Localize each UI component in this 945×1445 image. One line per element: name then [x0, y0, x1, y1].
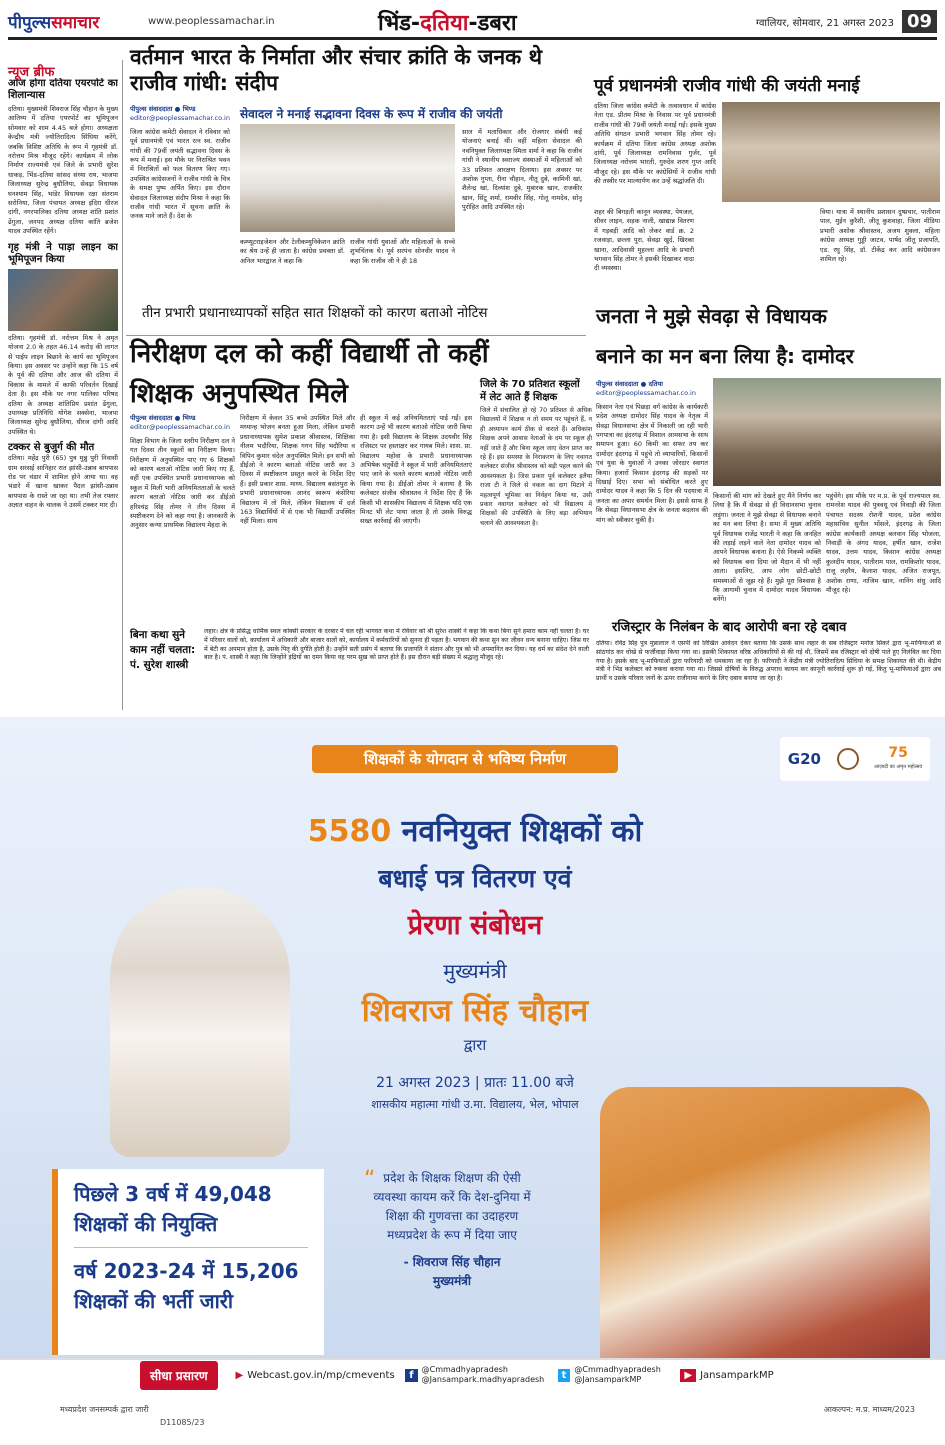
story4-headline-b: में लेट आते हैं शिक्षक — [480, 392, 558, 403]
story6-headline: रजिस्ट्रार के निलंबन के बाद आरोपी बना रहे दबाव — [612, 620, 847, 635]
quote-mark-icon: “ — [364, 1167, 376, 1192]
page-number: 09 — [902, 10, 937, 33]
story5-col1 — [596, 380, 708, 615]
webcast-icon: ▶ — [235, 1369, 244, 1381]
ad-headline — [280, 809, 670, 850]
story2-photo — [722, 102, 940, 202]
azadi-sub: आज़ादी का अमृत महोत्सव — [874, 763, 923, 770]
story3-headline-a: निरीक्षण दल को कहीं विद्यार्थी तो कहीं — [130, 339, 489, 369]
sidha-a: सीधा — [150, 1368, 172, 1383]
stat1 — [74, 1179, 308, 1209]
ad-count: 5580 — [307, 814, 392, 849]
story3-byline: पीपुल्स संवाददाता ● भिण्ड — [130, 414, 196, 422]
story2-col1: दतिया जिला कांग्रेस कमेटी के तत्वावधान में कांग्रेस नेता एड. प्रीतम मिश्रा के निवास पर पूर्व प्रधानमंत्री राजीव गांधी की 79वीं जयंती मनाई गई। इसके मुख्य अतिथि संगठन प्रभारी भगवान सिंह तोमर रहे। कार्यक्रम में दतिया जिला कांग्रेस अध्यक्ष अशोक दांगी, पूर्व जिलाध्यक्ष रामनिवास गुर्जर, पूर्व जिलाध्यक्ष नरोत्तम भारती, गुरुदेव शरण गुप्त आदि मौजूद रहे। इस मौके पर कांग्रेसियों ने राजीव गांधी की तस्वीर पर माल्यार्पण कर उन्हें श्रद्धांजलि दी। — [594, 102, 716, 186]
masthead — [8, 6, 937, 40]
story1-col3: राजीव गांधी युवाओं और महिलाओं के सच्चे शुभचिंतक थे। पूर्व सरपंच सोनवीर यादव ने कहा कि राजीव जी ने ही 18 — [350, 238, 455, 265]
ad-line3: प्रेरणा संबोधन — [407, 910, 543, 941]
story1-headline: वर्तमान भारत के निर्माता और संचार क्रांति के जनक थे राजीव गांधी: संदीप — [130, 45, 543, 95]
story5-headline-a: जनता ने मुझे सेवढ़ा से विधायक — [596, 304, 827, 328]
story1-col2: कम्प्यूटराइजेशन और टेलीकम्युनिकेशन क्रांति का श्रेय उन्हें ही जाता है। कांग्रेस प्रवक्ता डॉ. अनिल भारद्वाज ने कहा कि — [240, 238, 345, 265]
mp-seal-icon — [837, 748, 859, 770]
story6-body: दतिया। रविंद्र सिंह पुत्र मुन्नालाल ने एसपी को लिखित आवेदन देकर बताया कि उसके साथ लहार के सब रजिस्ट्रार मनोज सिकरे द्वारा भू-माफियाओं से सांठगांठ कर धोखे से फर्जीवाड़ा किया गया था। इसकी शिकायत वरिष्ठ अधिकारियों से की गई थी, जिसमें सब रजिस्ट्रार को दोषी पाते हुए निलंबित कर दिया गया है। इसके बाद भू-माफियाओं द्वारा फरियादी को धमकाया जा रहा है। फरियादी ने केंद्रीय मंत्री ज्योतिरादित्य सिंधिया के समक्ष शिकायत की थी। केंद्रीय मंत्री ने भिंड कलेक्टर को रुकवा कराया गया था। जिससे दोषियों के विरुद्ध अपराध कायम कर कानूनी कार्रवाई शुरू हो गई, किंतु भू-माफियाओं द्वारा अब प्रार्थी व उसके परिवार जनों के ऊपर राजीनामा करने के लिए दबाव बनाया जा रहा है। — [596, 640, 941, 683]
dateline: ग्वालियर, सोमवार, 21 अगस्त 2023 — [756, 17, 894, 29]
masthead-logo — [8, 10, 148, 33]
story5-col2: किसानों की मांग को देखते हुए मैंने निर्णय कर लिया है कि मैं सेवढ़ा से ही विधानसभा चुनाव लड़ूंगा। जनता ने मुझे सेवढ़ा से विधायक बनाने का मन बना लिया है। सभा में मुख्य अतिथि पूर्व विधायक राजेंद्र भारती ने कहा कि जनहित की लड़ाई लड़ने वाले नेता दामोदर यादव को आपने विधायक बनाना है। ऐसे निकम्मे व्यक्ति को विधायक बना दिया जो मैदान में भी नहीं आता। इसलिए, आप लोग छोटी-छोटी समस्याओं से जूझ रहे हैं। मुझे पूरा विश्वास है कि आगामी चुनाव में दामोदर यादव विधायक बनेंगे। — [713, 492, 821, 604]
ad-date-time: 21 अगस्त 2023 | प्रातः 11.00 बजे — [376, 1075, 574, 1091]
story2-col2: शहर की बिगड़ती कानून व्यवस्था, पेयजल, सीवर लाइन, सड़क नाली, खाद्यान्न वितरण में गड़बड़ी आदि को लेकर वार्ड क्र. 2 रजवाड़ा, छल्ला पुरा, सेवढ़ा खुर्द, खिरका खाना, आदिवासी मुहल्ला आदि के प्रभारी भगवान सिंह तोमर ने इसकी दिखाकर वादा दी व्यवस्था। — [594, 208, 694, 273]
brief-photo — [8, 269, 118, 331]
story3-col3: ही स्कूल में कई अनियमितताएं पाई गईं। इस कारण उन्हें भी कारण बताओ नोटिस जारी किया गया है। इसी विद्यालय के शिक्षक उदयवीर सिंह रजिस्टर पर हस्ताक्षर कर गायब मिले। शास. प्रा. विद्यालय महोवा के प्रभारी प्रधानाध्यापक अभिषेक चतुर्वेदी ने स्कूल में भारी अनियमितताएं पाए जाने के चलते कारण बताओ नोटिस जारी किया गया है। डीईओ तोमर ने बताया है कि कलेक्टर संजीव श्रीवास्तव ने निर्देश दिए हैं कि किसी भी शासकीय विद्यालय में शिक्षक यदि एक मिनट भी लेट पाया जाता है तो उसके विरुद्ध सख्त कार्रवाई की जाएगी। — [360, 414, 472, 526]
news-brief-tag: न्यूज ब्रीफ — [8, 65, 55, 80]
story1-byline: पीपुल्स संवाददाता ● भिण्ड — [130, 105, 196, 113]
story3-email[interactable]: editor@peoplessamachar.co.in — [130, 423, 230, 432]
page-bottom — [0, 1400, 945, 1445]
logo-left: पीपुल्स — [8, 13, 52, 33]
ad-logos — [780, 737, 930, 781]
twitter-handles[interactable] — [574, 1365, 674, 1385]
story5-email[interactable]: editor@peoplessamachar.co.in — [596, 389, 696, 398]
story2-headline: पूर्व प्रधानमंत्री राजीव गांधी की जयंती मनाई — [594, 76, 860, 96]
story1-col1 — [130, 105, 230, 333]
designer: आकल्पन: म.प्र. माध्यम/2023 — [823, 1405, 915, 1414]
stat2-a: वर्ष 2023-24 में — [74, 1259, 215, 1283]
quote-by: - शिवराज सिंह चौहान — [403, 1255, 501, 1269]
webcast-link[interactable]: Webcast.gov.in/mp/cmevents — [247, 1369, 395, 1381]
brief-body-1: दतिया। मुख्यमंत्री शिवराज सिंह चौहान के मुख्य आतिथ्य में दतिया एयरपोर्ट का भूमिपूजन सोमवार को शाम 4.45 बजे होगा। अध्यक्षता केन्द्रीय मंत्री ज्योतिरादित्य सिंधिया करेंगे, जबकि विशिष्ट अतिथि के रूप में गृहमंत्री डॉ. नरोत्तम मिश्र मौजूद रहेंगे। कार्यक्रम में लोक निर्माण राज्यमंत्री एवं जिले के प्रभारी सुरेश धाकड़, भिंड-दतिया सांसद संध्या राय, भाजपा जिलाध्यक्ष सुरेन्द्र बुधौलिया, सेवढ़ा विधायक घनश्याम सिंह, भांडेर विधायक रक्षा संतराम सरोनिया, जिला पंचायत अध्यक्ष इंदिरा धीरज दांगी, नगरपालिका दतिया अध्यक्ष शांति प्रशांत ढेंगुला, जनपद अध्यक्ष दतिया कांति ब्रजेश यादव उपस्थित रहेंगे। — [8, 105, 118, 236]
story-divider — [126, 335, 586, 336]
youtube-handle[interactable]: JansamparkMP — [700, 1369, 774, 1381]
quote-role: मुख्यमंत्री — [432, 1274, 472, 1288]
ad-footer — [0, 1358, 945, 1390]
youtube-icon: ▶ — [680, 1369, 696, 1382]
story2-col3: विया। यात्रा में स्थानीय प्रशासन दुष्प्रचार, पातीराम पाल, मुईन कुरैशी, जीतू कुशवाहा, जिला मीडिया प्रभारी अशोक श्रीवास्तव, अजय शुक्ला, महिला कांग्रेस अध्यक्ष गुड्डी जाटव, पार्षद जीतू प्रजापति, एड. रघु सिंह, डॉ. टीकेंद्र कर आदि कांग्रेसजन शामिल रहे। — [820, 208, 940, 264]
logo-right: समाचार — [51, 13, 100, 33]
news-brief-column — [8, 78, 118, 638]
column-divider — [122, 60, 123, 710]
ad-line1: नवनियुक्त शिक्षकों को — [401, 814, 643, 849]
ad-venue: शासकीय महात्मा गांधी उ.मा. विद्यालय, भेल, भोपाल — [371, 1098, 579, 1111]
azadi-75: 75 — [888, 744, 908, 761]
story5-headline-b: बनाने का मन बना लिया है: दामोदर — [596, 344, 854, 368]
story3-col2: निरीक्षण में केवल 35 बच्चे उपस्थित मिले और मध्यान्ह भोजन बनता हुआ मिला, लेकिन प्रभारी प्रधानाध्यापक सुमेश प्रकाश श्रीवास्तव, शिक्षिका नीलम भदौरिया, शिक्षक गगन सिंह भदौरिया व विपिन कुमार चंदेल अनुपस्थित मिले। इन सभी को डीईओ ने कारण बताओ नोटिस जारी कर 3 दिवस में स्पष्टीकरण प्रस्तुत करने के निर्देश दिए हैं। इसी प्रकार शास. माध्य. विद्यालय बसंतपुरा के प्रभारी प्रधानाध्यापक आनंद स्वरूप कंसेरिया विद्यालय में तो मिले, लेकिन विद्यालय में दर्ज 163 विद्यार्थियों में से एक भी विद्यार्थी उपस्थित नहीं मिला। साथ — [240, 414, 355, 526]
story4-body: जिले में संचालित हो रहे 70 प्रतिशत से अधिक विद्यालयों में शिक्षक न तो समय पर पहुंचते हैं, न ही अध्यापन कार्य ठीक से कराते हैं। अधिकांश शिक्षक अपने आवास नेताओं के दम पर स्कूल ही नहीं जाते हैं और बिना स्कूल जाए वेतन प्राप्त कर रहे हैं। इस समस्या के निराकरण के लिए नवागत कलेक्टर संजीव श्रीवास्तव को बड़ी पहल करने की आवश्यकता है। जिस प्रकार पूर्व कलेक्टर इलैया राजा टी ने जिले से नकल का दाग मिटाने में महत्वपूर्ण भूमिका का निर्वहन किया था, उसी प्रकार नवागत कलेक्टर को भी विद्यालय में शिक्षकों की उपस्थिति के लिए बड़ा अभियान चलाने की आवश्यकता है। — [480, 407, 592, 527]
story1-subhead: सेवादल ने मनाई सद्भावना दिवस के रूप में राजीव की जयंती — [240, 107, 503, 121]
tw2: @JansamparkMP — [574, 1375, 642, 1384]
pm-portrait — [110, 887, 290, 1157]
brief-headline-2: गृह मंत्री ने पाड़ा लाइन का भूमिपूजन किया — [8, 241, 118, 265]
twitter-icon: t — [558, 1369, 571, 1382]
section-c: -डबरा — [468, 10, 517, 36]
story1-body1: जिला कांग्रेस कमेटी सेवादल ने रविवार को पूर्व प्रधानमंत्री एवं भारत रत्न स्व. राजीव गांधी की 79वीं जयंती सद्भावना दिवस के रूप में मनाई। इस मौके पर निराश्रित भवन में निराश्रितों को फल वितरण किए गए। उपस्थित कांग्रेसजनों ने राजीव गांधी के चित्र के समक्ष पुष्प अर्पित किए। इस दौरान सेवादल जिलाध्यक्ष संदीप मिश्रा ने कहा कि राजीव गांधी भारत में सूचना क्रांति के जनक माने जाते हैं। देश के — [130, 127, 230, 221]
ad-line2: बधाई पत्र वितरण एवं — [378, 864, 572, 893]
sidha-prasaran-badge — [140, 1361, 218, 1390]
ad-quote — [362, 1169, 542, 1291]
brief-headline-1: आज होगा दतिया एयरपोर्ट का शिलान्यास — [8, 78, 118, 101]
story5-body1: किसान नेता एवं पिछड़ा वर्ग कांग्रेस के कार्यकारी प्रदेश अध्यक्ष दामोदर सिंह यादव के नेतृत्व में सेवढ़ा विधानसभा क्षेत्र में निकाली जा रही भारी पगपात्रा का इंदरगढ़ में विशाल आमसभा के साथ समापन हुआ। 60 किमी का सफर तय कर दामोदर इंदरगढ़ में पहुंचे तो व्यापारियों, किसानों एवं युवा के युवाओं ने उनका जोरदार स्वागत किया। हजारों किसान इंदरगढ़ की सड़कों पर दिखाई दिए। सभा को संबोधित करते हुए दामोदर यादव ने कहा कि 5 दिन की पदयात्रा में जनता का अपार समर्थन मिला है। इससे साफ है कि सेवढ़ा विधानसभा क्षेत्र के जनता बदलाव की मांग को स्वीकार चुकी है। — [596, 402, 708, 524]
g20-logo: G20 — [787, 750, 821, 768]
cm-photo — [600, 1087, 930, 1377]
azadi-logo — [874, 744, 923, 772]
stat1-c: शिक्षकों की नियुक्ति — [74, 1212, 218, 1236]
section-title — [378, 7, 734, 37]
brief-body-3: दतिया। महेंद्र पुरी (65) पुत्र मुन्नु पुरी निवासी ग्राम सरसई सानिहार रात झांसी-उन्नाव बायपास रोड पर चंडार में शामिल होने आया था। वह भंडारे में खाना खाकर पैदल झांसी-उन्नाव बायपास के रास्ते जा रहा था। तभी तेज रफ्तार अज्ञात वाहन के चालक ने उसमें टक्कर मार दी। — [8, 454, 118, 510]
brief-headline-3: टक्कर से बुजुर्ग की मौत — [8, 442, 95, 454]
stat1-b: 49,048 — [194, 1182, 272, 1206]
stat2-b: 15,206 — [221, 1259, 299, 1283]
ad-line4: मुख्यमंत्री — [443, 959, 507, 983]
story3-kicker: तीन प्रभारी प्रधानाध्यापकों सहित सात शिक्षकों को कारण बताओ नोटिस — [142, 305, 488, 321]
story3-headline-b: शिक्षक अनुपस्थित मिले — [130, 379, 348, 409]
masthead-url[interactable]: www.peoplessamachar.in — [148, 16, 275, 27]
sidha-b: प्रसारण — [175, 1368, 208, 1383]
story5-col3: पहुंचेंगे। इस मौके पर म.प्र. के पूर्व राज्यपाल स्व. रामनरेश यादव की पुत्रवधू एवं निवाड़ी की जिला पंचायत सदस्य रोशनी यादव, प्रदेश कांग्रेस महासचिव सुनील भोंसले, इंदरगढ़ के जिला कांग्रेस कार्यकारी अध्यक्ष बलवान सिंह भोजला, निवाड़ी के अंगद यादव, हर्षीत खान, राजेश यादव, उत्तम यादव, किसान कांग्रेस अध्यक्ष कुलदीप यादव, पातीराम पाल, रामकिशोर यादव, राजू लहरैय, कैलाश यादव, अजित राजपूत, अशोक राणा, नाजिम खान, नानिंग संधु आदि मौजूद रहे। — [826, 492, 941, 595]
brief-body-2: दतिया। गृहमंत्री डॉ. नरोत्तम मिश्र ने अमृत योजना 2.0 के तहत 46.14 करोड़ की लागत से पाईप लाइन बिछाने के कार्य का भूमिपूजन किया। इस अवसर पर उन्होंने कहा कि 15 वर्ष के पूर्व की दतिया और आज की दतिया में विकास के मामले में काफी परिवर्तन दिखाई देता है। इस मौके पर नगर पालिका परिषद दतिया के अध्यक्ष शांतिप्रिय प्रशांत ढेंगुला, उपाध्यक्ष प्रतिनिधि योगेश सक्सेना, भाजपा जिलाध्यक्ष सुरेन्द्र बुधौलिया, धीरज दांगी आदि उपस्थित थे। — [8, 333, 118, 436]
ad-stats-box — [52, 1169, 324, 1355]
tw1: @Cmmadhyapradesh — [574, 1365, 661, 1374]
story1-email[interactable]: editor@peoplessamachar.co.in — [130, 114, 230, 123]
story3-body1: शिक्षा विभाग के जिला स्तरीय निरीक्षण दल ने गत दिवस तीन स्कूलों का निरीक्षण किया। निरीक्षण में अनुपस्थित पाए गए 6 शिक्षकों को कारण बताओ नोटिस जारी किए गए हैं, वहीं एक उपस्थित प्रभारी प्रधानाध्यापक को स्कूल में मिली भारी अनियमितताओं के चलते कारण बताओ नोटिस जारी कर डीईओ हरिश्चंद्र सिंह तोमर ने तीन दिवस में स्पष्टीकरण देने को कहा गया है। जानकारी के अनुसार कन्या प्राथमिक विद्यालय मेहदा के — [130, 436, 235, 530]
story5-byline: पीपुल्स संवाददाता ● दतिया — [596, 380, 663, 388]
facebook-handles[interactable] — [422, 1365, 552, 1385]
quote-text: प्रदेश के शिक्षक शिक्षण की ऐसी व्यवस्था कायम करें कि देश-दुनिया में शिक्षा की गुणवत्ता का उदाहरण मध्यप्रदेश के रूप में दिया जाए — [373, 1171, 531, 1242]
ad-chief-minister-name: शिवराज सिंह चौहान — [361, 993, 589, 1029]
story7-headline: बिना कथा सुने काम नहीं चलता: पं. सुरेश शास्त्री — [130, 629, 196, 671]
stat-divider — [74, 1247, 308, 1248]
story4-headline-a: जिले के 70 प्रतिशत स्कूलों — [480, 379, 580, 390]
story1-photo — [240, 124, 455, 232]
government-ad — [0, 717, 945, 1387]
section-a: भिंड- — [378, 10, 421, 36]
story4-headline — [480, 378, 592, 404]
issuer: मध्यप्रदेश जनसम्पर्क द्वारा जारी — [60, 1405, 149, 1414]
fb2: @Jansampark.madhyapradesh — [421, 1375, 545, 1384]
story5-photo — [713, 378, 941, 486]
ad-code: D11085/23 — [160, 1418, 205, 1427]
story1-col4: साल में मताधिकार और रोजगार संबंधी कई योजनाएं बनाई थीं। वहीं महिला सेवादल की नवनियुक्त जिलाध्यक्ष स्मिता शर्मा ने कहा कि राजीव गांधी ने स्थानीय स्वराज्य संस्थाओं में महिलाओं को 33 प्रतिशत आरक्षण दिलाया। इस अवसर पर अशोक गुप्ता, रीना चौहान, नीतू दुबे, कामिनी खां, शैलेन्द्र खां, दिव्यांश दुबे, मुबारक खान, राजकीर खान, सिंटू शर्मा, रामवीर सिंह, गोलू नामदेव, सोनू पुरोहित आदि उपस्थित रहे। — [462, 128, 582, 212]
ad-line6: द्वारा — [463, 1036, 487, 1054]
ad-band: शिक्षकों के योगदान से भविष्य निर्माण — [312, 745, 618, 773]
stat2-c: शिक्षकों की भर्ती जारी — [74, 1289, 234, 1313]
fb1: @Cmmadhyapradesh — [421, 1365, 508, 1374]
section-b: दतिया — [420, 10, 469, 36]
facebook-icon: f — [405, 1369, 417, 1382]
stat2 — [74, 1256, 308, 1286]
story7-body: लहार। क्षेत्र के प्रसिद्ध धार्मिक स्थल कांक्सी सरकार के दरबार में चल रही भागवत कथा में रविवार को श्री सुरेश शास्त्री ने कहा कि कथा बिना सुने हमारा काम नहीं चलता है। घर में परिवार वालों को, कार्यालय में अधिकारी और बाजार वालों को, कार्यालय में कर्मचारियों को सुनना ही पड़ता है। भगवान की कथा सुन कर जीवन धन्य बनाना चाहिए। जिस घर में बेटी का अपमान होता है, उसके पितृ की दुर्गति होती है। उन्होंने सती प्रसंग में बताया कि प्रजापति ने संतान और पुत्र को भी अपमानित कर दिया। यह धर्म का संदेश देने वाली बात है। पं. शास्त्री ने कहा कि जिन्होंने इंद्रियों का दमन किया वह परम सुख को प्राप्त होते हैं। इस दौरान बड़ी संख्या में श्रद्धालु मौजूद रहे। — [204, 628, 589, 662]
stat1-a: पिछले 3 वर्ष में — [74, 1182, 188, 1206]
